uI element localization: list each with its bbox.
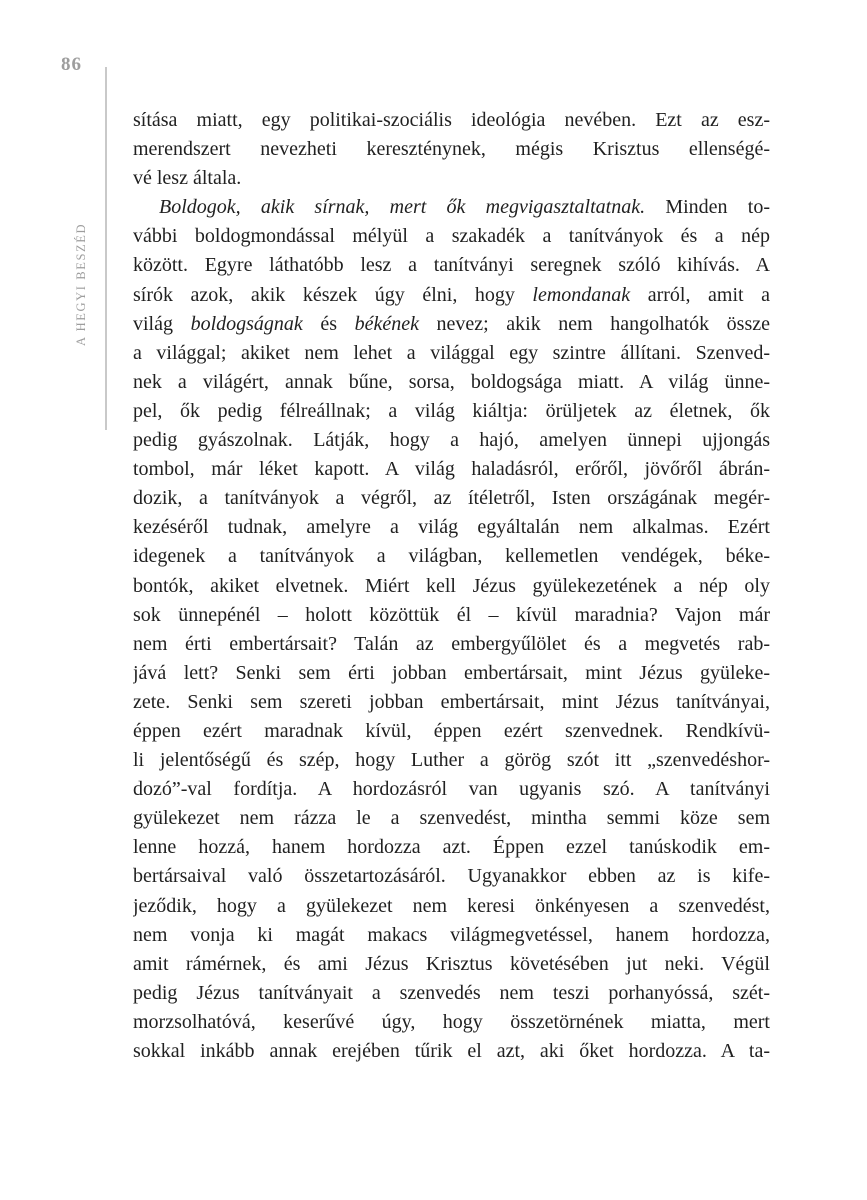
text-line: [133, 426, 770, 455]
text-line: [133, 339, 770, 368]
text-line: [133, 659, 770, 688]
text-line: [133, 368, 770, 397]
text-line: [133, 950, 770, 979]
text-line: [133, 717, 770, 746]
text-segment: nek a világért, annak bűne, sorsa, boldogsága miatt. A világ ünne-: [133, 370, 770, 393]
text-line: [133, 746, 770, 775]
text-block: [133, 106, 770, 1066]
text-line: [133, 833, 770, 862]
text-line: [133, 281, 770, 310]
text-line: [133, 106, 770, 135]
text-segment: pedig gyászolnak. Látják, hogy a hajó, amelyen ünnepi ujjongás: [133, 429, 770, 452]
margin-label: A HEGYI BESZÉD: [74, 222, 88, 346]
text-segment: arról, amit a: [630, 283, 770, 306]
emphasis-segment: boldogságnak: [190, 312, 303, 335]
page-number: 86: [61, 54, 82, 75]
text-line: [133, 513, 770, 542]
text-line: [133, 1008, 770, 1037]
text-line: [133, 251, 770, 280]
text-segment: és: [302, 312, 355, 335]
text-line: [133, 484, 770, 513]
text-segment: bertársaival való összetartozásáról. Ugyanakkor ebben az is kife-: [133, 865, 770, 888]
text-segment: sok ünnepénél – holott közöttük él – kívül maradnia? Vajon már: [133, 603, 770, 626]
text-line: [133, 164, 770, 193]
text-line: [133, 804, 770, 833]
text-segment: jává lett? Senki sem érti jobban embertársait, mint Jézus gyüleke-: [133, 661, 770, 684]
text-segment: sítása miatt, egy politikai-szociális ideológia nevében. Ezt az esz-: [133, 109, 770, 131]
text-segment: nem érti embertársait? Talán az embergyűlölet és a megvetés rab-: [133, 632, 770, 655]
text-segment: pedig Jézus tanítványait a szenvedés nem teszi porhanyóssá, szét-: [133, 981, 770, 1004]
text-line: [133, 921, 770, 950]
text-segment: sokkal inkább annak erejében tűrik el azt, aki őket hordozza. A ta-: [133, 1040, 770, 1062]
text-segment: bontók, akiket elvetnek. Miért kell Jézus gyülekezetének a nép oly: [133, 574, 770, 597]
text-segment: sírók azok, akik készek úgy élni, hogy: [133, 283, 533, 306]
text-segment: kezéséről tudnak, amelyre a világ egyáltalán nem alkalmas. Ezért: [133, 516, 770, 539]
text-segment: merendszert nevezheti kereszténynek, mégis Krisztus ellenségé-: [133, 138, 770, 161]
text-segment: Minden to-: [645, 196, 770, 219]
text-line: [133, 572, 770, 601]
margin-rule: [105, 67, 107, 430]
text-segment: vábbi boldogmondással mélyül a szakadék a tanítványok és a nép: [133, 225, 770, 248]
text-line: [133, 862, 770, 891]
text-segment: idegenek a tanítványok a világban, kellemetlen vendégek, béke-: [133, 545, 770, 568]
text-segment: tombol, már léket kapott. A világ haladásról, erőről, jövőről ábrán-: [133, 458, 770, 481]
text-line: [133, 688, 770, 717]
emphasis-segment: békének: [354, 312, 419, 335]
text-segment: jeződik, hogy a gyülekezet nem keresi önkényesen a szenvedést,: [133, 894, 770, 917]
text-line: [133, 601, 770, 630]
text-line: [133, 310, 770, 339]
text-segment: zete. Senki sem szereti jobban embertársait, mint Jézus tanítványai,: [133, 690, 770, 713]
text-line: [133, 397, 770, 426]
text-line: [133, 135, 770, 164]
text-segment: éppen ezért maradnak kívül, éppen ezért szenvednek. Rendkívü-: [133, 719, 770, 742]
text-segment: dozó”-val fordítja. A hordozásról van ugyanis szó. A tanítványi: [133, 778, 770, 801]
text-segment: vé lesz általa.: [133, 167, 242, 190]
text-line: [133, 193, 770, 222]
emphasis-segment: Boldogok, akik sírnak, mert ők megvigasztaltatnak.: [159, 196, 646, 219]
text-line: [133, 222, 770, 251]
text-segment: amit rámérnek, és ami Jézus Krisztus követésében jut neki. Végül: [133, 952, 770, 975]
text-line: [133, 1037, 770, 1066]
text-line: [133, 775, 770, 804]
emphasis-segment: lemondanak: [532, 283, 631, 306]
text-line: [133, 979, 770, 1008]
text-segment: lenne hozzá, hanem hordozza azt. Éppen ezzel tanúskodik em-: [133, 836, 770, 859]
text-segment: dozik, a tanítványok a végről, az ítéletről, Isten országának megér-: [133, 487, 770, 510]
text-line: [133, 455, 770, 484]
text-segment: pel, ők pedig félreállnak; a világ kiáltja: örüljetek az életnek, ők: [133, 399, 770, 422]
text-line: [133, 630, 770, 659]
text-line: [133, 542, 770, 571]
text-segment: morzsolhatóvá, keserűvé úgy, hogy összetörnének miatta, mert: [133, 1010, 770, 1033]
text-segment: li jelentőségű és szép, hogy Luther a görög szót itt „szenvedéshor-: [133, 749, 770, 772]
text-segment: nem vonja ki magát makacs világmegvetéssel, hanem hordozza,: [133, 923, 770, 946]
text-segment: nevez; akik nem hangolhatók össze: [418, 312, 770, 335]
text-segment: gyülekezet nem rázza le a szenvedést, mintha semmi köze sem: [133, 807, 770, 830]
text-line: [133, 892, 770, 921]
text-segment: között. Egyre láthatóbb lesz a tanítványi seregnek szóló kihívás. A: [133, 254, 770, 277]
text-segment: a világgal; akiket nem lehet a világgal egy szintre állítani. Szenved-: [133, 341, 770, 364]
text-segment: világ: [133, 312, 191, 335]
